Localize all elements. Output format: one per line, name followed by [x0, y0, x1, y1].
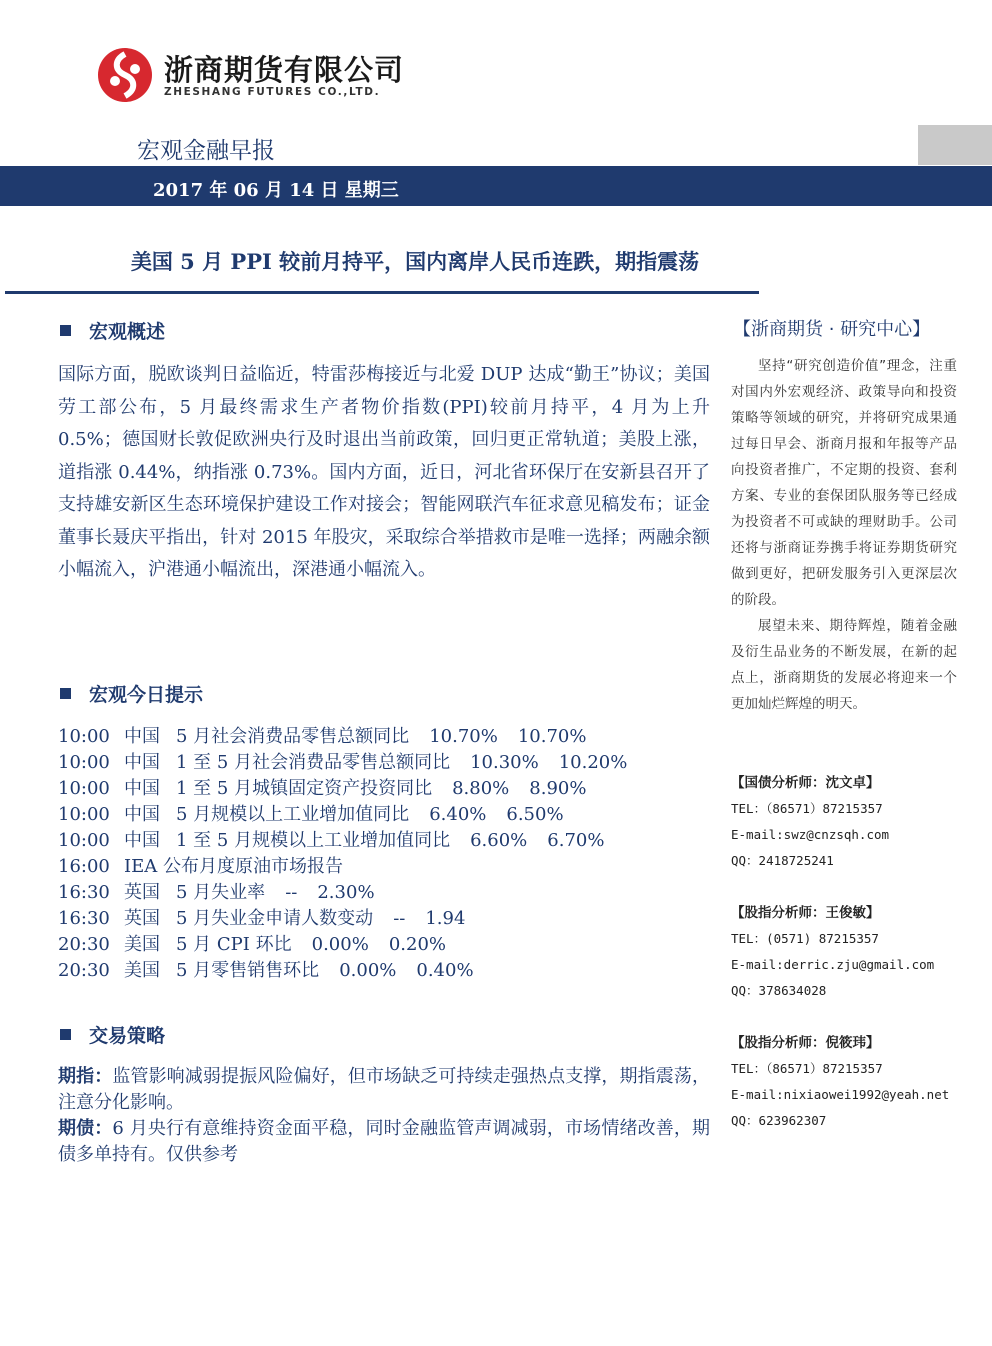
date-bar: [0, 166, 992, 206]
company-name-cn: 浙商期货有限公司: [164, 53, 405, 87]
square-bullet-icon: [60, 325, 71, 336]
header-gray-block: [918, 125, 992, 165]
list-item: 20:30 美国 5 月零售销售环比 0.00% 0.40%: [58, 960, 474, 981]
analyst-title: 【股指分析师：倪筱玮】: [731, 1035, 880, 1051]
list-item: 16:30 英国 5 月失业金申请人数变动 -- 1.94: [58, 908, 466, 929]
headline-divider: [5, 291, 759, 294]
list-item: 10:00 中国 1 至 5 月社会消费品零售总额同比 10.30% 10.20%: [58, 752, 628, 773]
analyst-qq: QQ：2418725241: [731, 853, 834, 868]
analyst-title: 【国债分析师：沈文卓】: [731, 775, 880, 791]
section-strategy-heading: 交易策略: [60, 1021, 165, 1048]
analyst-qq: QQ：378634028: [731, 983, 827, 998]
report-name: 宏观金融早报: [137, 138, 275, 164]
sidebar-paragraph: 坚持“研究创造价值”理念，注重对国内外宏观经济、政策导向和投资策略等领域的研究，并将研究成果通过每日早会、浙商月报和年报等产品向投资者推广，不定期的投资、套利方案、专业的套保团队服务等已经成为投资者不可或缺的理财助手。公司还将与浙商证券携手将证券期货研究做到更好，把研发服务引入更深层次的阶段。: [731, 358, 957, 608]
analyst-card: [731, 770, 971, 874]
analyst-email[interactable]: E-mail:swz@cnzsqh.com: [731, 827, 890, 842]
strategy-block: [58, 1064, 710, 1168]
analyst-tel: TEL：(0571) 87215357: [731, 931, 879, 946]
analyst-title: 【股指分析师：王俊敏】: [731, 905, 880, 921]
report-date: 2017 年 06 月 14 日 星期三: [153, 180, 399, 201]
list-item: 20:30 美国 5 月 CPI 环比 0.00% 0.20%: [58, 934, 446, 955]
section-tips-heading: 宏观今日提示: [60, 680, 203, 707]
sidebar-paragraph: 展望未来、期待辉煌，随着金融及衍生品业务的不断发展，在新的起点上，浙商期货的发展必将迎来一个更加灿烂辉煌的明天。: [731, 618, 957, 712]
list-item: 10:00 中国 1 至 5 月规模以上工业增加值同比 6.60% 6.70%: [58, 830, 605, 851]
section-overview-heading: 宏观概述: [60, 317, 165, 344]
list-item: 16:30 英国 5 月失业率 -- 2.30%: [58, 882, 375, 903]
company-name-en: ZHESHANG FUTURES CO.,LTD.: [164, 86, 381, 98]
strategy-item-index-futures: 期指：监管影响减弱提振风险偏好，但市场缺乏可持续走强热点支撑，期指震荡，注意分化影响。: [58, 1066, 710, 1113]
tips-list: [58, 724, 718, 984]
analyst-card: [731, 1030, 971, 1134]
analyst-tel: TEL：（86571）87215357: [731, 1061, 883, 1076]
headline: 美国 5 月 PPI 较前月持平，国内离岸人民币连跌，期指震荡: [130, 249, 700, 274]
analyst-email[interactable]: E-mail:derric.zju@gmail.com: [731, 957, 935, 972]
list-item: 10:00 中国 1 至 5 月城镇固定资产投资同比 8.80% 8.90%: [58, 778, 587, 799]
strategy-item-bond-futures: 期债：6 月央行有意维持资金面平稳，同时金融监管声调减弱，市场情绪改善，期债多单持有。仅供参考: [58, 1118, 711, 1165]
analyst-card: [731, 900, 971, 1004]
analyst-tel: TEL：（86571）87215357: [731, 801, 883, 816]
list-item: 10:00 中国 5 月社会消费品零售总额同比 10.70% 10.70%: [58, 726, 587, 747]
sidebar-intro: [731, 353, 957, 717]
company-logo-icon: [96, 46, 154, 104]
list-item: 16:00 IEA 公布月度原油市场报告: [58, 856, 343, 877]
analyst-qq: QQ：623962307: [731, 1113, 827, 1128]
analyst-email[interactable]: E-mail:nixiaowei1992@yeah.net: [731, 1087, 950, 1102]
overview-paragraph: 国际方面，脱欧谈判日益临近，特雷莎梅接近与北爱 DUP 达成“勤王”协议；美国劳工部公布，5 月最终需求生产者物价指数(PPI)较前月持平，4 月为上升 0.5%；德国财长敦促欧洲央行及时退出当前政策，回归更正常轨道；美股上涨，道指涨 0.44%，纳指涨 0.73%。国内方面，近日，河北省环保厅在安新县召开了支持雄安新区生态环境保护建设工作对接会；智能网联汽车征求意见稿发布；证金董事长聂庆平指出，针对 2015 年股灾，采取综合举措救市是唯一选择；两融余额小幅流入，沪港通小幅流出，深港通小幅流入。: [58, 364, 710, 580]
square-bullet-icon: [60, 688, 71, 699]
list-item: 10:00 中国 5 月规模以上工业增加值同比 6.40% 6.50%: [58, 804, 564, 825]
square-bullet-icon: [60, 1029, 71, 1040]
sidebar-title: 【浙商期货 · 研究中心】: [733, 319, 931, 340]
